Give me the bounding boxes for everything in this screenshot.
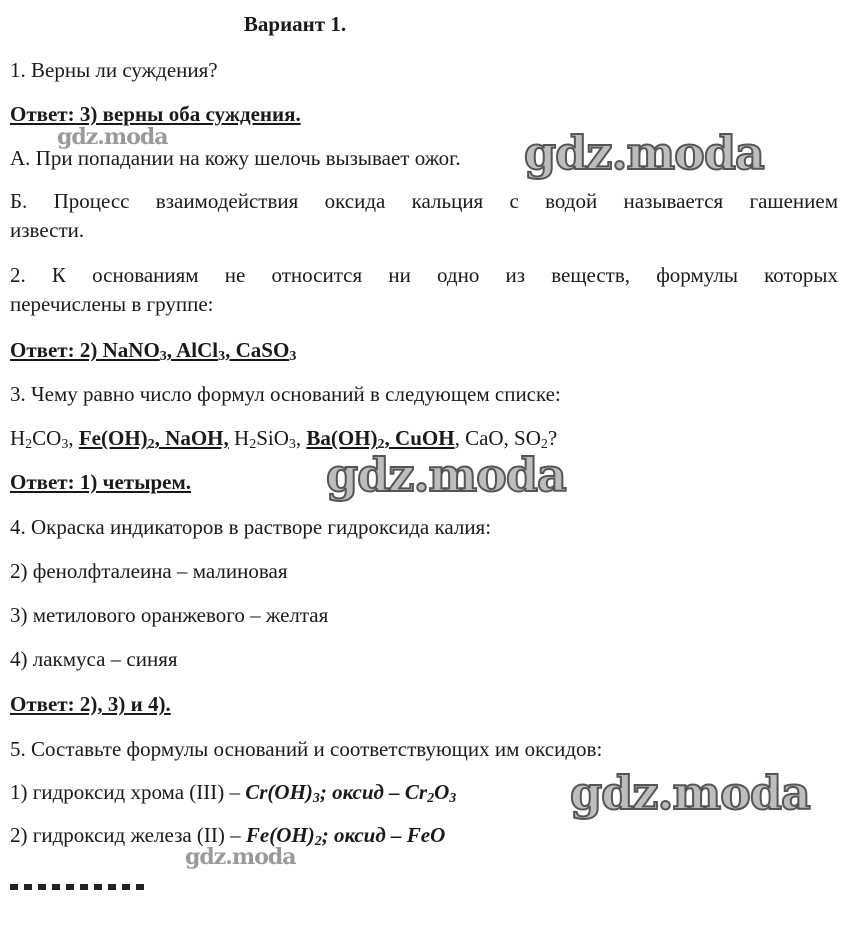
option-2: 2) фенолфталеина – малиновая bbox=[10, 559, 288, 583]
formula-list: $H_2CO_3$, $Fe(OH)_2$, NaOH, $H_2SiO_3$, $Ba(OH)_2$, CuOH, CaO, $SO_2$? bbox=[10, 426, 558, 452]
statement-a: А. При попадании на кожу шелочь вызывает ожог. bbox=[10, 146, 461, 170]
question-1: 1. Верны ли суждения? bbox=[10, 58, 218, 82]
cut-off-text bbox=[10, 884, 150, 890]
page-title: Вариант 1. bbox=[243, 12, 347, 36]
watermark: gdz.moda bbox=[570, 766, 810, 820]
question-2-line1: 2. К основаниям не относится ни одно из веществ, формулы которых bbox=[10, 263, 838, 287]
watermark: gdz.moda bbox=[185, 844, 296, 870]
question-2-line2: перечислены в группе: bbox=[10, 292, 214, 316]
question-5: 5. Составьте формулы оснований и соответствующих им оксидов: bbox=[10, 737, 603, 761]
answer-3: Ответ: 1) четырем. bbox=[10, 470, 192, 494]
row-chromium: 1) гидроксид хрома $(III) - Cr(OH)_3$; оксид – $Cr_2O_3$ bbox=[10, 780, 457, 806]
statement-b-line2: извести. bbox=[10, 218, 85, 242]
answer-4: Ответ: 2), 3) и 4). bbox=[10, 692, 171, 716]
option-3: 3) метилового оранжевого – желтая bbox=[10, 603, 329, 627]
watermark: gdz.moda bbox=[326, 448, 566, 502]
watermark: gdz.moda bbox=[524, 126, 764, 180]
question-4: 4. Окраска индикаторов в растворе гидроксида калия: bbox=[10, 515, 492, 539]
row-iron: 2) гидроксид железа $(II) - Fe(OH)_2$; оксид – FeO bbox=[10, 823, 446, 849]
statement-b-line1: Б. Процесс взаимодействия оксида кальция с водой называется гашением bbox=[10, 189, 838, 213]
answer-2: Ответ: 2) NaNO$_3$, AlCl$_3$, CaSO$_3$ bbox=[10, 338, 297, 364]
answer-1: Ответ: 3) верны оба суждения. bbox=[10, 102, 301, 126]
question-3: 3. Чему равно число формул оснований в следующем списке: bbox=[10, 382, 561, 406]
option-4: 4) лакмуса – синяя bbox=[10, 647, 178, 671]
watermark: gdz.moda bbox=[57, 124, 168, 150]
